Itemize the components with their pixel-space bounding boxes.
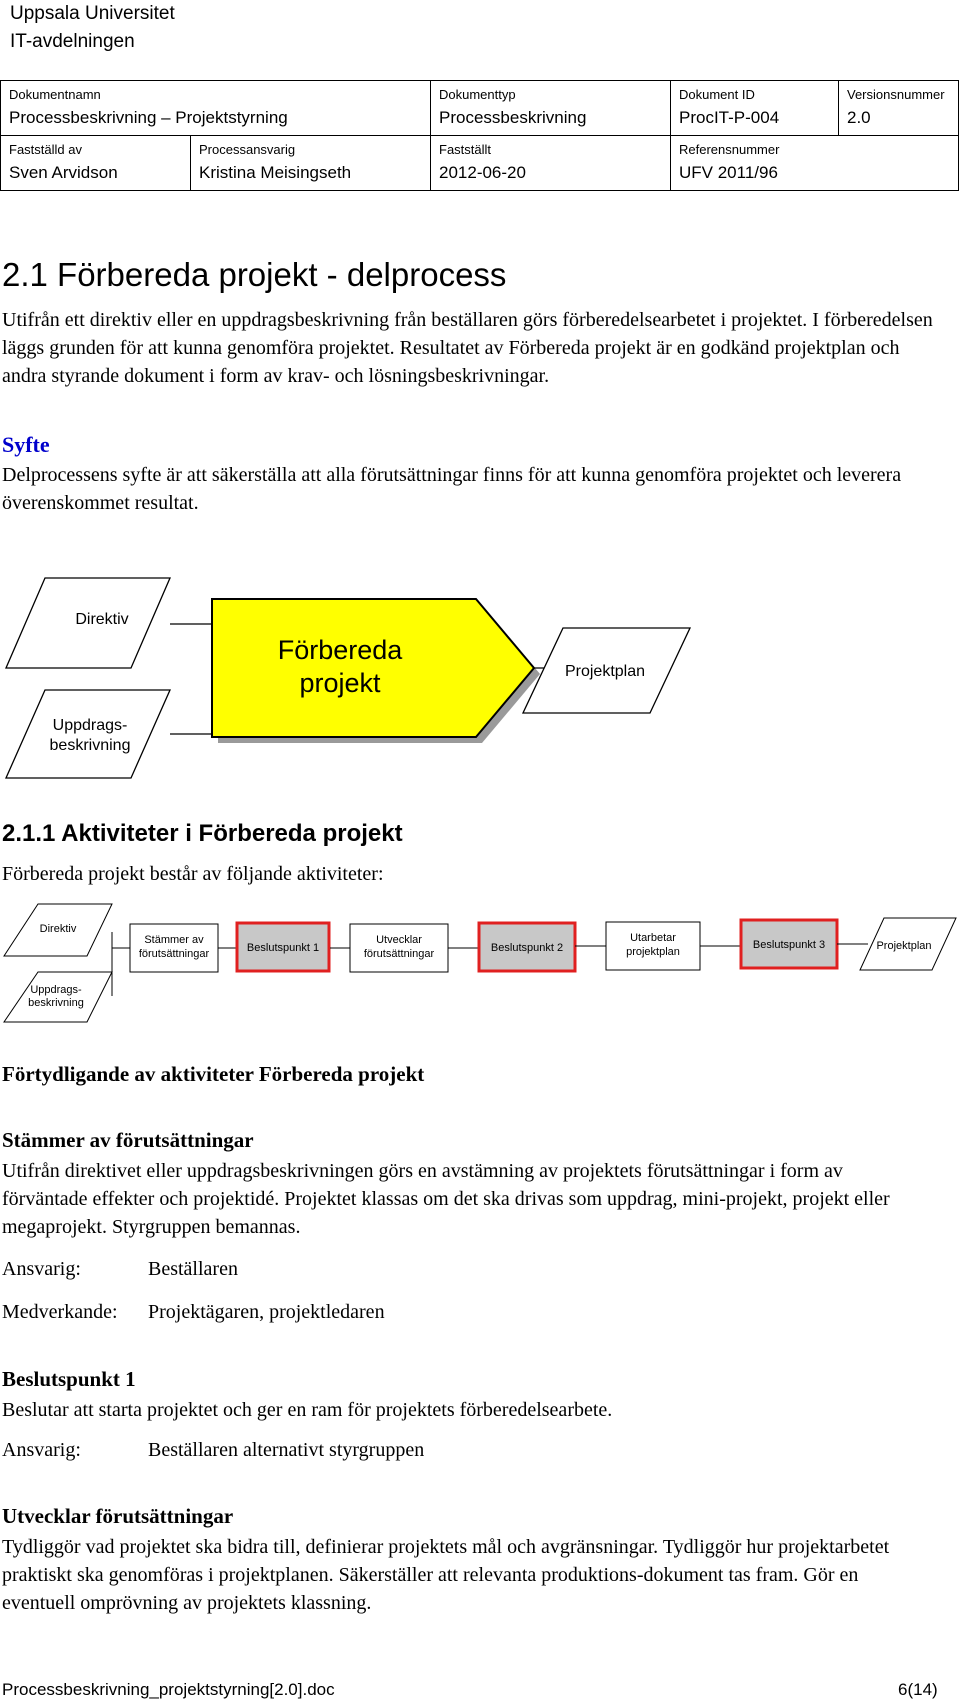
item-3-text: Tydliggör vad projektet ska bidra till, definierar projektets mål och avgränsningar. Tydliggör hur projektarbetet praktiskt ska genomföras i projektplanen. Säkerställer att relevanta produktions-dokument tas fram. Gör en eventuell omprövning av projektets klassning. [2, 1536, 890, 1614]
flow-decision-2-label: Beslutspunkt 2 [490, 942, 564, 954]
activities-heading: 2.1.1 Aktiviteter i Förbereda projekt [2, 820, 403, 847]
flow-step-2-label-1: Utvecklar [376, 934, 422, 946]
flow-decision-3-label: Beslutspunkt 3 [752, 939, 826, 951]
meta-label: Versionsnummer [847, 87, 945, 102]
meta-value: Processbeskrivning – Projektstyrning [9, 108, 288, 127]
purpose-text: Delprocessens syfte är att säkerställa att alla förutsättningar finns för att kunna genomföra projektet och leverera överenskommet resultat. [2, 464, 902, 514]
flow-step-3-label-2: projektplan [626, 946, 680, 958]
meta-label: Processansvarig [199, 142, 296, 157]
item-1-title: Stämmer av förutsättningar [2, 1128, 254, 1152]
meta-value: ProcIT-P-004 [679, 108, 780, 127]
input-uppdrag-label-1: Uppdrags- [52, 717, 128, 734]
item-1-responsible-row [2, 1258, 238, 1281]
item-1-participants-row [2, 1301, 385, 1324]
clarification-heading: Förtydligande av aktiviteter Förbereda projekt [2, 1062, 425, 1086]
activities-intro: Förbereda projekt består av följande aktiviteter: [2, 863, 384, 885]
item-2-text: Beslutar att starta projektet och ger en ram för projektets förberedelsearbete. [2, 1399, 613, 1421]
meta-label: Dokumentnamn [9, 87, 101, 102]
output-projektplan-label: Projektplan [564, 663, 646, 680]
flow-input-uppdrag-label-1: Uppdrags- [30, 984, 82, 996]
item-3-title: Utvecklar förutsättningar [2, 1504, 234, 1528]
meta-label: Dokumenttyp [439, 87, 516, 102]
document-metadata-table [0, 80, 959, 191]
input-uppdrag-shape [6, 690, 170, 778]
meta-cell [839, 81, 959, 136]
flow-input-direktiv-label: Direktiv [39, 923, 77, 935]
flow-step-2-label-2: förutsättningar [363, 948, 435, 960]
responsible-value: Beställaren [148, 1258, 238, 1280]
meta-cell [1, 81, 431, 136]
meta-value: Processbeskrivning [439, 108, 587, 127]
meta-cell [671, 81, 839, 136]
meta-value: Kristina Meisingseth [199, 163, 352, 182]
meta-label: Fastställt [439, 142, 492, 157]
meta-label: Dokument ID [679, 87, 755, 102]
responsible-label: Ansvarig: [2, 1258, 81, 1280]
purpose-heading: Syfte [2, 432, 50, 457]
participants-label: Medverkande: [2, 1301, 118, 1323]
meta-value: Sven Arvidson [9, 163, 118, 182]
meta-cell [431, 136, 671, 191]
responsible-label: Ansvarig: [2, 1439, 81, 1461]
meta-cell [1, 136, 191, 191]
activity-flow-diagram [0, 900, 960, 1025]
process-label-2: projekt [299, 668, 381, 698]
meta-cell [191, 136, 431, 191]
meta-label: Referensnummer [679, 142, 780, 157]
item-2-title: Beslutspunkt 1 [2, 1367, 136, 1391]
footer-filename: Processbeskrivning_projektstyrning[2.0].doc [2, 1680, 335, 1699]
meta-cell [671, 136, 959, 191]
item-2-responsible-row [2, 1439, 424, 1462]
department-name: IT-avdelningen [10, 31, 135, 52]
meta-value: 2.0 [847, 108, 871, 127]
section-intro: Utifrån ett direktiv eller en uppdragsbeskrivning från beställaren görs förberedelsearbetet i projektet. I förberedelsen läggs grunden för att kunna genomföra projektet. Resultatet av Förbereda projekt är en godkänd projektplan och andra styrande dokument i form av krav- och lösningsbeskrivningar. [2, 309, 933, 387]
flow-step-1-label-1: Stämmer av [144, 934, 204, 946]
university-name: Uppsala Universitet [10, 3, 175, 24]
meta-label: Fastställd av [9, 142, 82, 157]
flow-output-projektplan-label: Projektplan [876, 940, 932, 952]
page-number: 6(14) [898, 1680, 938, 1699]
input-uppdrag-label-2: beskrivning [49, 737, 131, 754]
responsible-value: Beställaren alternativt styrgruppen [148, 1439, 425, 1461]
process-diagram [0, 570, 700, 782]
participants-value: Projektägaren, projektledaren [148, 1301, 385, 1323]
flow-step-3-label-1: Utarbetar [630, 932, 676, 944]
flow-input-uppdrag-label-2: beskrivning [28, 997, 84, 1009]
item-1-text: Utifrån direktivet eller uppdragsbeskrivningen görs en avstämning av projektets förutsättningar i form av förväntade effekter och projektidé. Projektet klassas om det ska drivas som uppdrag, mini-projekt, projekt eller megaprojekt. Styrgruppen bemannas. [2, 1160, 890, 1238]
meta-value: UFV 2011/96 [679, 163, 778, 182]
section-heading: 2.1 Förbereda projekt - delprocess [2, 256, 507, 293]
meta-value: 2012-06-20 [439, 163, 526, 182]
process-label-1: Förbereda [277, 635, 403, 665]
meta-cell [431, 81, 671, 136]
organization-header [10, 0, 175, 56]
flow-step-1-label-2: förutsättningar [138, 948, 210, 960]
flow-decision-1-label: Beslutspunkt 1 [246, 942, 320, 954]
input-direktiv-label: Direktiv [75, 611, 129, 628]
